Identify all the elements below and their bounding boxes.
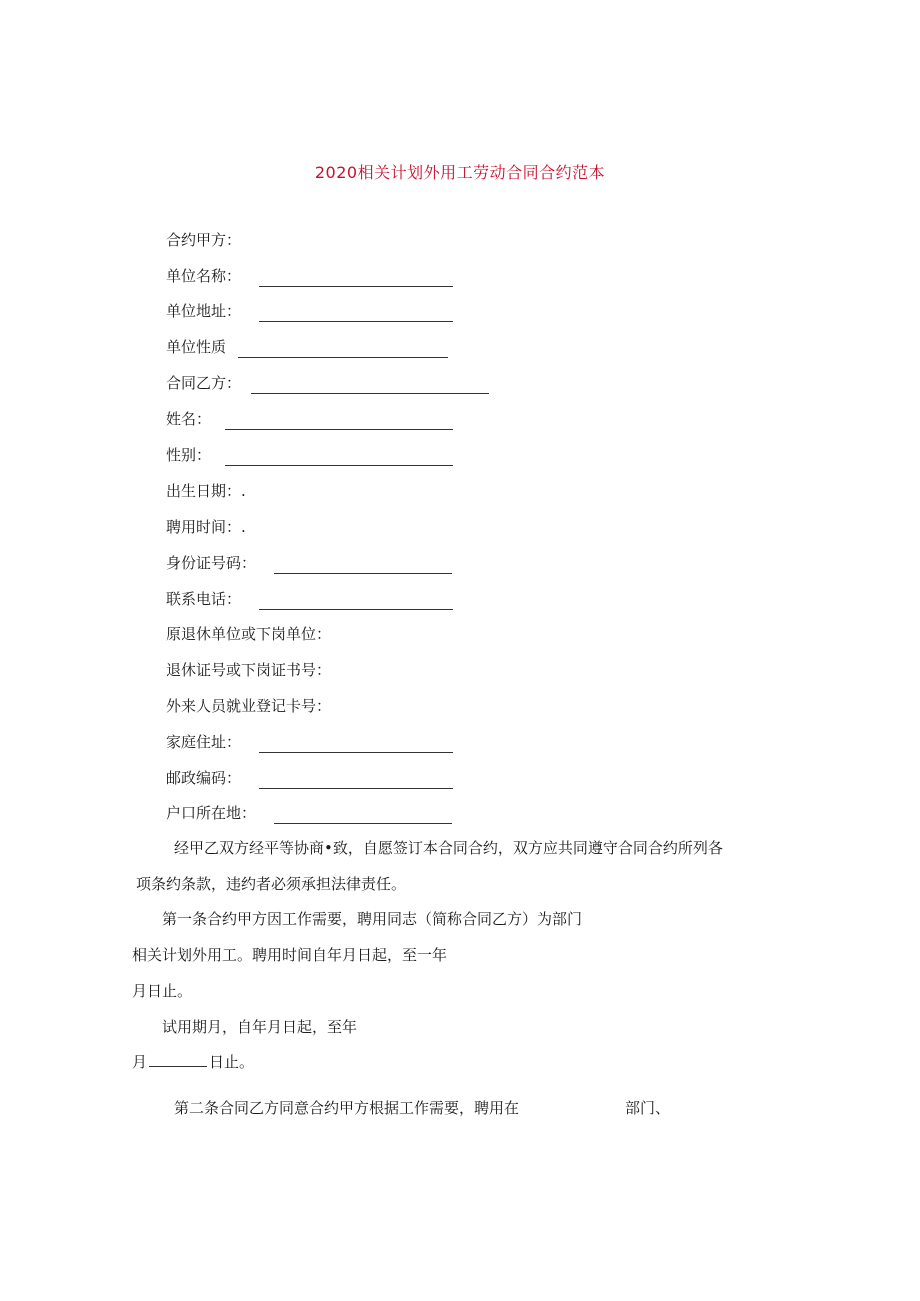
field-label: 单位名称： <box>166 267 242 285</box>
fill-line <box>225 451 453 466</box>
fill-line <box>274 559 452 574</box>
field-label: 外来人员就业登记卡号： <box>166 697 332 715</box>
document-title: 2020相关计划外用工劳动合同合约范本 <box>314 163 606 182</box>
field-label: 退休证号或下岗证书号： <box>166 661 332 679</box>
field-label: 性别： <box>166 446 212 464</box>
probation-line1: 试用期月，自年月日起，至年 <box>162 1018 358 1036</box>
field-hukou <box>166 802 452 824</box>
field-label: 户口所在地： <box>166 804 257 822</box>
article-2-dept-text: 部门、 <box>625 1099 671 1117</box>
field-label: 单位地址： <box>166 302 242 320</box>
fill-line <box>259 595 453 610</box>
field-home-address <box>166 731 453 753</box>
fill-line <box>251 379 489 394</box>
field-label: 姓名： <box>166 410 212 428</box>
article-2-line1 <box>174 1097 670 1119</box>
field-retire-cert <box>166 659 331 681</box>
probation-month-text: 月 <box>132 1053 148 1071</box>
field-label: 原退休单位或下岗单位： <box>166 625 332 643</box>
field-label: 出生日期：. <box>166 482 246 500</box>
field-former-unit <box>166 623 331 645</box>
fill-line <box>149 1052 207 1067</box>
article-1-line1: 第一条合约甲方因工作需要，聘用同志（简称合同乙方）为部门 <box>162 910 583 928</box>
field-label: 聘用时间：. <box>166 518 246 536</box>
probation-end-text: 日止。 <box>209 1053 255 1071</box>
fill-line <box>259 738 453 753</box>
paragraph-preamble-line2: 项条约条款，违约者必须承担法律责任。 <box>136 875 407 893</box>
field-hire-time <box>166 516 246 538</box>
field-migrant-card <box>166 695 331 717</box>
field-label: 身份证号码： <box>166 554 257 572</box>
field-label: 合同乙方： <box>166 374 242 392</box>
field-unit-address <box>166 300 453 322</box>
article-2-text: 第二条合同乙方同意合约甲方根据工作需要，聘用在 <box>174 1099 520 1117</box>
paragraph-preamble-line1: 经甲乙双方经平等协商•致，自愿签订本合同合约，双方应共同遵守合同合约所列各 <box>174 839 723 857</box>
field-label: 合约甲方： <box>166 231 242 249</box>
fill-line <box>238 343 448 358</box>
field-label: 单位性质 <box>166 338 227 356</box>
field-party-b <box>166 372 489 394</box>
field-phone <box>166 588 453 610</box>
field-birth-date <box>166 480 246 502</box>
field-unit-type <box>166 336 448 358</box>
field-label: 家庭住址： <box>166 733 242 751</box>
fill-line <box>225 415 453 430</box>
field-unit-name <box>166 265 453 287</box>
fill-line <box>274 809 452 824</box>
fill-line <box>259 272 453 287</box>
probation-line2 <box>132 1051 254 1073</box>
field-gender <box>166 444 453 466</box>
field-label: 邮政编码： <box>166 769 242 787</box>
field-label: 联系电话： <box>166 590 242 608</box>
article-1-line2: 相关计划外用工。聘用时间自年月日起，至一年 <box>132 946 448 964</box>
fill-line <box>259 774 453 789</box>
article-1-line3: 月日止。 <box>132 982 193 1000</box>
field-id-number <box>166 552 452 574</box>
field-postal-code <box>166 767 453 789</box>
field-name <box>166 408 453 430</box>
field-party-a <box>166 229 241 251</box>
fill-line <box>259 307 453 322</box>
